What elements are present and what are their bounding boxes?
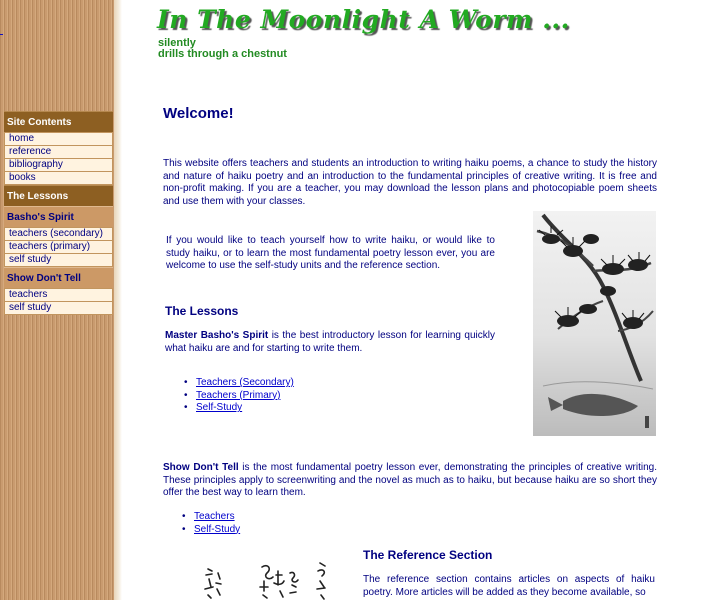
welcome-heading: Welcome!: [163, 105, 234, 122]
nav-link-basho-teachers-primary[interactable]: teachers (primary): [4, 241, 113, 254]
sdt-self-study-link[interactable]: Self-Study: [194, 523, 241, 535]
nav-link-home[interactable]: home: [4, 132, 113, 146]
basho-lesson-title: Master Basho's Spirit: [165, 330, 269, 341]
calligraphy-svg: [200, 553, 335, 600]
site-navigation: [4, 111, 113, 315]
nav-link-books[interactable]: books: [4, 172, 113, 185]
sdt-link-list: [182, 511, 240, 536]
nav-link-bibliography[interactable]: bibliography: [4, 159, 113, 172]
basho-teachers-secondary-link[interactable]: Teachers (Secondary): [196, 377, 294, 388]
site-title: In The Moonlight A Worm ...: [157, 5, 570, 34]
lessons-heading: The Lessons: [165, 304, 239, 318]
reference-paragraph: The reference section contains articles on aspects of haiku poetry. More articles will be added as they become available, so: [363, 574, 655, 598]
intro-paragraph: This website offers teachers and students an introduction to writing haiku poems, a chance to study the history and nature of haiku poetry and an introduction to the fundamental principles of creative writing. It is free and non-profit making. If you are a teacher, you may download the lesson plans and photocopiable poem sheets and use them with your classes.: [163, 158, 657, 207]
nav-heading-site-contents: Site Contents: [4, 111, 113, 132]
pine-painting-svg: [533, 211, 656, 436]
basho-self-study-link[interactable]: Self-Study: [196, 402, 243, 414]
nav-link-basho-teachers-secondary[interactable]: teachers (secondary): [4, 227, 113, 241]
basho-description: is the best introductory lesson for learning quickly what haiku are and for starting to write them.: [165, 330, 495, 354]
nav-heading-show-dont-tell: Show Don't Tell: [4, 267, 113, 288]
calligraphy-image: [200, 553, 335, 600]
pine-carp-painting: [533, 211, 656, 436]
sdt-lesson-title: Show Don't Tell: [163, 462, 239, 473]
list-item: [184, 402, 294, 415]
show-dont-tell-paragraph: [163, 462, 657, 500]
sdt-description: is the most fundamental poetry lesson ever, demonstrating the principles of creative writing. These principles apply to screenwriting and the novel as much as to haiku, but because haiku are so short they offer the best way to learn them.: [163, 462, 657, 498]
sidebar-edge-shadow: [114, 0, 122, 600]
reference-heading: The Reference Section: [363, 548, 493, 562]
basho-teachers-primary-link[interactable]: Teachers (Primary): [196, 389, 281, 401]
tagline-line-2: drills through a chestnut: [158, 48, 287, 60]
top-link-mark[interactable]: [0, 34, 3, 35]
nav-heading-the-lessons: The Lessons: [4, 185, 113, 206]
tagline-line-1: silently: [158, 37, 196, 49]
sdt-teachers-link[interactable]: Teachers: [194, 511, 235, 522]
self-study-paragraph: If you would like to teach yourself how to write haiku, or would like to study haiku, or to learn the most fundamental poetry lesson ever, you are welcome to use the self-study units and the reference section.: [166, 235, 495, 271]
nav-link-basho-self-study[interactable]: self study: [4, 254, 113, 267]
list-item: [182, 511, 240, 524]
list-item: [184, 390, 294, 403]
nav-link-sdt-self-study[interactable]: self study: [4, 302, 113, 315]
basho-paragraph: [165, 330, 495, 355]
nav-link-sdt-teachers[interactable]: teachers: [4, 288, 113, 302]
nav-link-reference[interactable]: reference: [4, 146, 113, 159]
list-item: [184, 377, 294, 390]
basho-link-list: [184, 377, 294, 415]
nav-heading-bashos-spirit: Basho's Spirit: [4, 206, 113, 227]
list-item: [182, 524, 240, 537]
